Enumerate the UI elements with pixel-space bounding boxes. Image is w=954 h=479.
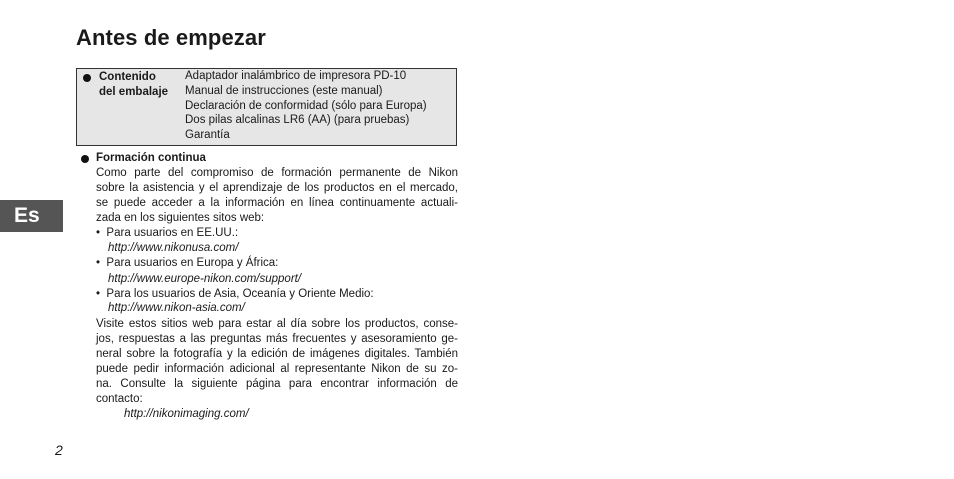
package-contents-label — [99, 70, 168, 100]
intro-line: sobre la asistencia y el aprendizaje de los productos en el mercado, — [96, 182, 458, 195]
closing-line: jos, respuestas a las preguntas más frecuentes y asesoramiento ge- — [96, 333, 458, 346]
bullet-dot-icon — [81, 155, 89, 163]
link-nikon-asia[interactable]: http://www.nikon-asia.com/ — [108, 302, 245, 314]
intro-line: Como parte del compromiso de formación permanente de Nikon — [96, 167, 458, 179]
language-tab: Es — [0, 200, 63, 232]
closing-line: Visite estos sitios web para estar al día sobre los productos, conse- — [96, 318, 458, 330]
intro-line: se puede acceder a la información en línea continuamente actuali- — [96, 197, 458, 210]
contents-label-line-2: del embalaje — [99, 86, 169, 98]
link-nikonusa[interactable]: http://www.nikonusa.com/ — [108, 242, 239, 254]
page-number: 2 — [55, 442, 63, 458]
closing-line: neral sobre la fotografía y la edición de imágenes digitales. También — [96, 348, 458, 361]
closing-line: contacto: — [96, 393, 143, 406]
contents-label-line-1: Contenido — [99, 71, 156, 83]
link-europe-nikon[interactable]: http://www.europe-nikon.com/support/ — [108, 273, 302, 285]
link-nikonimaging[interactable]: http://nikonimaging.com/ — [124, 408, 249, 420]
training-intro — [96, 166, 458, 226]
closing-line: na. Consulte la siguiente página para encontrar información de — [96, 378, 458, 391]
section-heading-training: Formación continua — [96, 152, 206, 164]
page-title: Antes de empezar — [76, 25, 266, 50]
bullet-europe-label: Para usuarios en Europa y África: — [106, 257, 279, 269]
contents-item: Manual de instrucciones (este manual) — [185, 84, 383, 97]
contents-item: Declaración de conformidad (sólo para Europa) — [185, 99, 427, 112]
bullet-asia: • Para los usuarios de Asia, Oceanía y Oriente Medio: — [96, 288, 374, 300]
contents-item: Dos pilas alcalinas LR6 (AA) (para pruebas) — [185, 114, 410, 127]
bullet-europe: • Para usuarios en Europa y África: — [96, 257, 279, 269]
bullet-asia-label: Para los usuarios de Asia, Oceanía y Oriente Medio: — [106, 288, 374, 300]
contents-item: Adaptador inalámbrico de impresora PD-10 — [185, 70, 407, 82]
package-contents-list — [185, 69, 427, 143]
contents-item: Garantía — [185, 129, 230, 142]
bullet-usa-label: Para usuarios en EE.UU.: — [106, 227, 239, 239]
bullet-dot-icon — [83, 74, 91, 82]
bullet-usa: • Para usuarios en EE.UU.: — [96, 227, 239, 239]
closing-line: puede pedir información adicional al representante Nikon de su zo- — [96, 363, 458, 376]
training-closing — [96, 317, 458, 408]
intro-line: zada en los siguientes sitos web: — [96, 212, 265, 225]
